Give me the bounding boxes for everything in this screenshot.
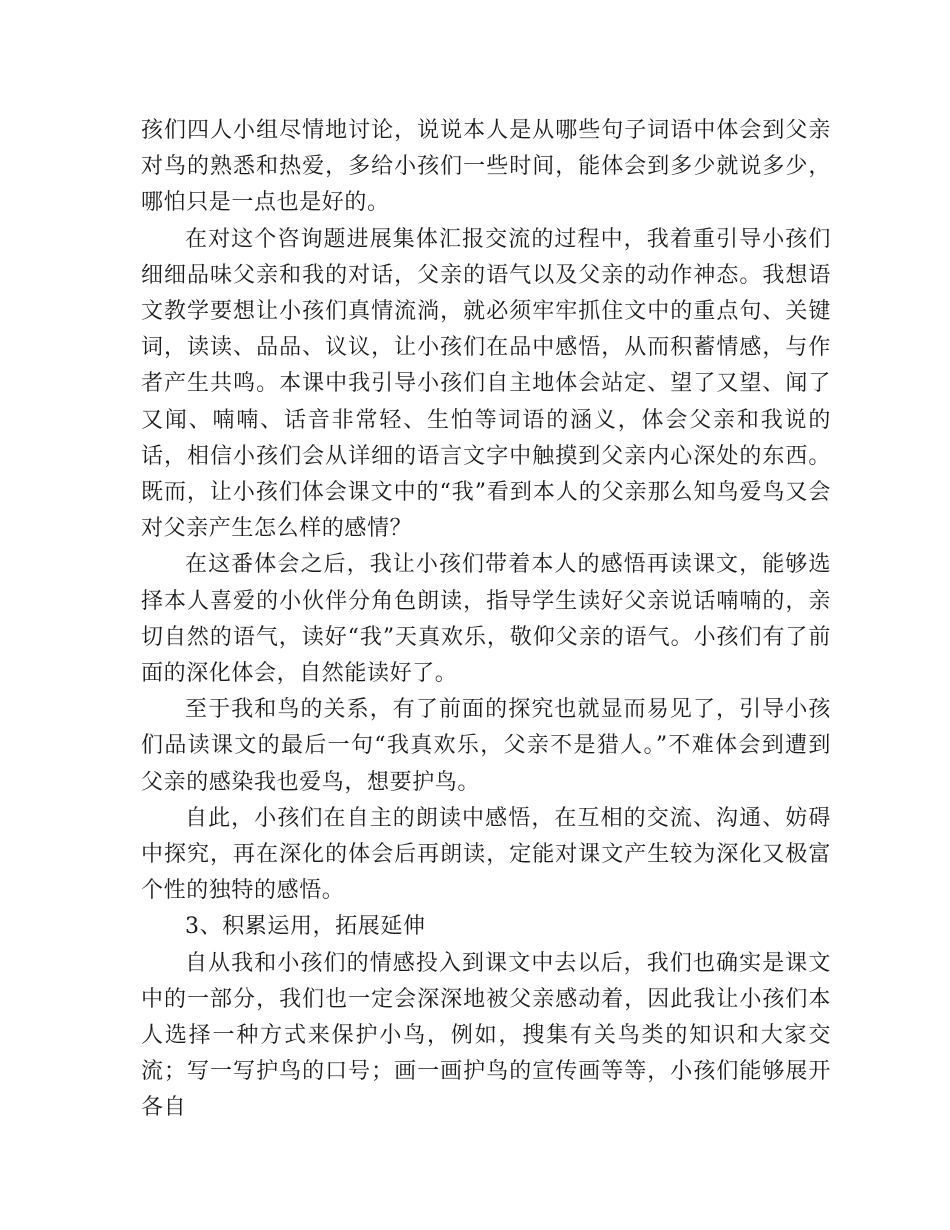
paragraph-discussion-report: 在对这个咨询题进展集体汇报交流的过程中，我着重引导小孩们细细品味父亲和我的对话，父亲的语气以及父亲的动作神态。我想语文教学要想让小孩们真情流淌，就必须牢牢抓住文中的重点句、关键词，读读、品品、议议，让小孩们在品中感悟，从而积蓄情感，与作者产生共鸣。本课中我引导小孩们自主地体会站定、望了又望、闻了又闻、喃喃、话音非常轻、生怕等词语的涵义，体会父亲和我说的话，相信小孩们会从详细的语言文字中触摸到父亲内心深处的东西。既而，让小孩们体会课文中的“我”看到本人的父亲那么知鸟爱鸟又会对父亲产生怎么样的感情？ <box>141 226 831 542</box>
section-heading: 3、积累运用，拓展延伸 <box>185 914 426 940</box>
paragraph-extension: 自从我和小孩们的情感投入到课文中去以后，我们也确实是课文中的一部分，我们也一定会深深地被父亲感动着，因此我让小孩们本人选择一种方式来保护小鸟，例如，搜集有关鸟类的知识和大家交流；写一写护鸟的口号；画一画护鸟的宣传画等等，小孩们能够展开各自 <box>141 950 831 1121</box>
paragraph-summary: 自此，小孩们在自主的朗读中感悟，在互相的交流、沟通、妨碍中探究，再在深化的体会后再朗读，定能对课文产生较为深化又极富个性的独特的感悟。 <box>141 805 831 904</box>
paragraph-bird-relationship: 至于我和鸟的关系，有了前面的探究也就显而易见了，引导小孩们品读课文的最后一句“我真欢乐，父亲不是猎人。”不难体会到遭到父亲的感染我也爱鸟，想要护鸟。 <box>141 697 831 795</box>
paragraph-continuation: 孩们四人小组尽情地讨论，说说本人是从哪些句子词语中体会到父亲对鸟的熟悉和热爱，多给小孩们一些时间，能体会到多少就说多少，哪怕只是一点也是好的。 <box>141 118 831 216</box>
document-body <box>141 113 831 1127</box>
paragraph-reread-text: 在这番体会之后，我让小孩们带着本人的感悟再读课文，能够选择本人喜爱的小伙伴分角色朗读，指导学生读好父亲说话喃喃的，亲切自然的语气，读好“我”天真欢乐，敬仰父亲的语气。小孩们有了前面的深化体会，自然能读好了。 <box>141 552 831 687</box>
